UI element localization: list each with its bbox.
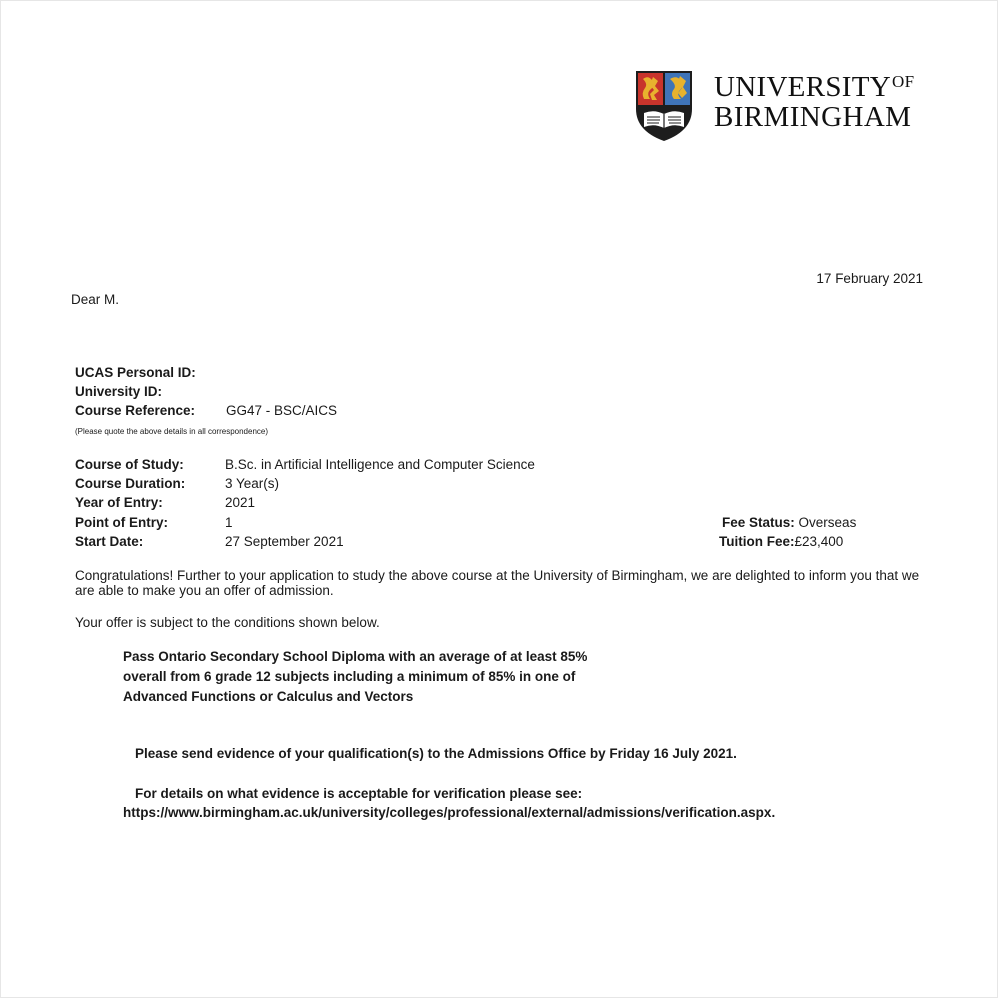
wordmark-university: UNIVERSITY	[714, 71, 891, 103]
ucas-id-label: UCAS Personal ID:	[75, 365, 196, 380]
start-date-value: 27 September 2021	[225, 534, 344, 549]
offer-condition: Pass Ontario Secondary School Diploma with an average of at least 85% overall from 6 grade 12 subjects including a minimum of 85% in one of Advanced Functions or Calculus and Vectors	[123, 649, 588, 704]
verification-details-text: For details on what evidence is acceptable for verification please see:	[135, 786, 583, 801]
university-id-label: University ID:	[75, 384, 163, 399]
fee-status-label: Fee Status:	[722, 515, 795, 530]
greeting: Dear M.	[71, 292, 120, 307]
course-reference-value: GG47 - BSC/AICS	[226, 403, 338, 418]
quote-details-note: (Please quote the above details in all correspondence)	[75, 427, 269, 436]
fee-status	[722, 513, 856, 532]
wordmark-of: OF	[892, 72, 915, 91]
fee-status-value: Overseas	[798, 515, 857, 530]
start-date-label: Start Date:	[75, 534, 144, 549]
tuition-fee	[719, 532, 843, 551]
university-wordmark	[714, 67, 914, 132]
university-crest-icon	[634, 69, 694, 143]
congratulations-paragraph: Congratulations! Further to your application to study the above course at the University of Birmingham, we are delighted to inform you that we are able to make you an offer of admission.	[75, 568, 920, 598]
verification-url: https://www.birmingham.ac.uk/university/colleges/professional/external/admissions/verification.aspx.	[123, 805, 776, 820]
year-of-entry-label: Year of Entry:	[75, 495, 163, 510]
course-duration-label: Course Duration:	[75, 476, 186, 491]
letter-date: 17 February 2021	[816, 271, 923, 286]
offer-subject-paragraph: Your offer is subject to the conditions shown below.	[75, 615, 380, 630]
course-reference-label: Course Reference:	[75, 403, 196, 418]
year-of-entry-value: 2021	[225, 495, 256, 510]
wordmark-birmingham: BIRMINGHAM	[714, 101, 912, 133]
point-of-entry-value: 1	[225, 515, 233, 530]
course-of-study-value: B.Sc. in Artificial Intelligence and Computer Science	[225, 457, 535, 472]
course-of-study-label: Course of Study:	[75, 457, 184, 472]
course-duration-value: 3 Year(s)	[225, 476, 280, 491]
tuition-fee-label: Tuition Fee:	[719, 534, 795, 549]
point-of-entry-label: Point of Entry:	[75, 515, 168, 530]
tuition-fee-value: £23,400	[794, 534, 844, 549]
evidence-deadline: Please send evidence of your qualification(s) to the Admissions Office by Friday 16 July 2021.	[135, 746, 737, 761]
